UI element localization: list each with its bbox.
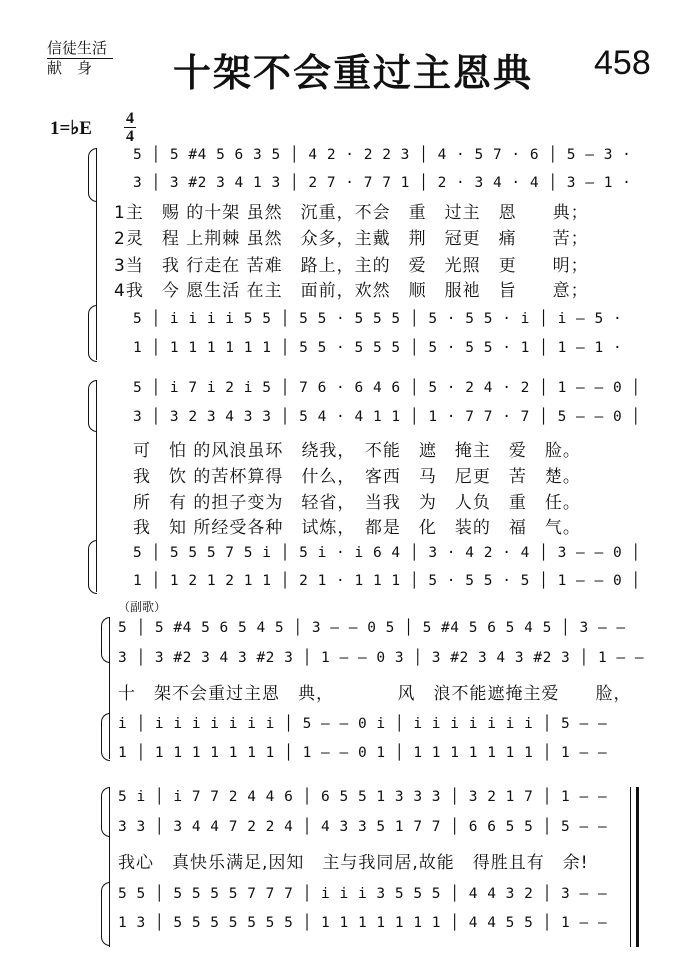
system2-soprano: 5 │ i 7 i 2 i 5 │ 7 6 · 6 4 6 │ 5 · 2 4 · 2 │ 1 — — 0 │ <box>133 380 641 396</box>
refrain-tenor: i │ i i i i i i i │ 5 — — 0 i │ i i i i i i i │ 5 — — <box>118 716 608 732</box>
system1-soprano: 5 │ 5 #4 5 6 3 5 │ 4 2 · 2 2 3 │ 4 · 5 7 · 6 │ 5 — 3 · <box>133 147 632 163</box>
system4-brace-lower <box>101 882 110 946</box>
system2-verse1: 可 怕 的风浪虽环 绕我， 不能 遮 掩主 爱 脸。 <box>133 441 581 461</box>
system2-brace-upper <box>88 380 97 432</box>
hymn-title: 十架不会重过主恩典 <box>173 51 534 95</box>
system1-verse3: 3当 我 行走在 苦难 路上，主的 爱 光照 更 明； <box>114 256 589 276</box>
system1-verse2: 2灵 程 上荆棘 虽然 众多，主戴 荆 冠更 痛 苦； <box>114 229 589 249</box>
system4-soprano: 5 i │ i 7 7 2 4 4 6 │ 6 5 5 1 3 3 3 │ 3 2 1 7 │ 1 — — <box>118 789 608 805</box>
refrain-soprano: 5 │ 5 #4 5 6 5 4 5 │ 3 — — 0 5 │ 5 #4 5 6 5 4 5 │ 3 — — <box>118 620 626 636</box>
refrain-brace-lower <box>101 713 110 761</box>
system4-brace-upper <box>101 787 110 837</box>
system2-verse3: 所 有 的担子变为 轻省， 当我 为 人负 重 任。 <box>133 493 581 513</box>
refrain-brace-upper <box>101 617 110 663</box>
system2-verse2: 我 饮 的苦杯算得 什么， 客西 马 尼更 苦 楚。 <box>133 467 581 487</box>
system1-brace-upper <box>88 148 97 202</box>
system4-alto: 3 3 │ 3 4 4 7 2 2 4 │ 4 3 3 5 1 7 7 │ 6 6 5 5 │ 5 — — <box>118 819 608 835</box>
refrain-bass: 1 │ 1 1 1 1 1 1 1 │ 1 — — 0 1 │ 1 1 1 1 1 1 1 │ 1 — — <box>118 745 608 761</box>
hymn-number: 458 <box>594 44 651 82</box>
system1-verse4: 4我 今 愿生活 在主 面前，欢然 顺 服祂 旨 意； <box>114 281 589 301</box>
refrain-label: （副歌） <box>118 600 167 614</box>
system1-brace-lower <box>88 305 97 362</box>
system4-bass: 1 3 │ 5 5 5 5 5 5 5 │ 1 1 1 1 1 1 1 │ 4 4 5 5 │ 1 — — <box>118 915 608 931</box>
time-signature-top: 4 <box>126 110 134 127</box>
system1-tenor: 5 │ i i i i 5 5 │ 5 5 · 5 5 5 │ 5 · 5 5 · i │ i — 5 · <box>133 311 623 327</box>
system2-verse4: 我 知 所经受各种 试炼， 都是 化 装的 福 气。 <box>133 518 581 538</box>
time-signature <box>124 111 136 144</box>
time-signature-bottom: 4 <box>126 128 134 145</box>
category-line1: 信徒生活 <box>47 39 108 57</box>
system1-bass: 1 │ 1 1 1 1 1 1 │ 5 5 · 5 5 5 │ 5 · 5 5 · 1 │ 1 — 1 · <box>133 340 623 356</box>
system4-lyrics: 我心 真快乐满足,因知 主与我同居,故能 得胜且有 余! <box>118 853 589 873</box>
system1-verse1: 1主 赐 的十架 虽然 沉重，不会 重 过主 恩 典； <box>114 203 589 223</box>
system2-brace-lower <box>88 540 97 594</box>
system2-bass: 1 │ 1 2 1 2 1 1 │ 2 1 · 1 1 1 │ 5 · 5 5 · 5 │ 1 — — 0 │ <box>133 573 641 589</box>
refrain-alto: 3 │ 3 #2 3 4 3 #2 3 │ 1 — — 0 3 │ 3 #2 3 4 3 #2 3 │ 1 — — <box>118 650 645 666</box>
system2-alto: 3 │ 3 2 3 4 3 3 │ 5 4 · 4 1 1 │ 1 · 7 7 · 7 │ 5 — — 0 │ <box>133 409 641 425</box>
system2-tenor: 5 │ 5 5 5 7 5 i │ 5 i · i 6 4 │ 3 · 4 2 · 4 │ 3 — — 0 │ <box>133 545 641 561</box>
final-barline <box>630 787 639 947</box>
system4-tenor: 5 5 │ 5 5 5 5 7 7 7 │ i i i 3 5 5 5 │ 4 4 3 2 │ 3 — — <box>118 886 608 902</box>
refrain-lyrics: 十 架不会重过主恩 典， 风 浪不能遮掩主爱 脸， <box>118 684 632 704</box>
key-signature: 1=♭E <box>50 118 92 139</box>
category-line2: 献 身 <box>47 59 93 77</box>
system1-alto: 3 │ 3 #2 3 4 1 3 │ 2 7 · 7 7 1 │ 2 · 3 4 · 4 │ 3 — 1 · <box>133 175 632 191</box>
